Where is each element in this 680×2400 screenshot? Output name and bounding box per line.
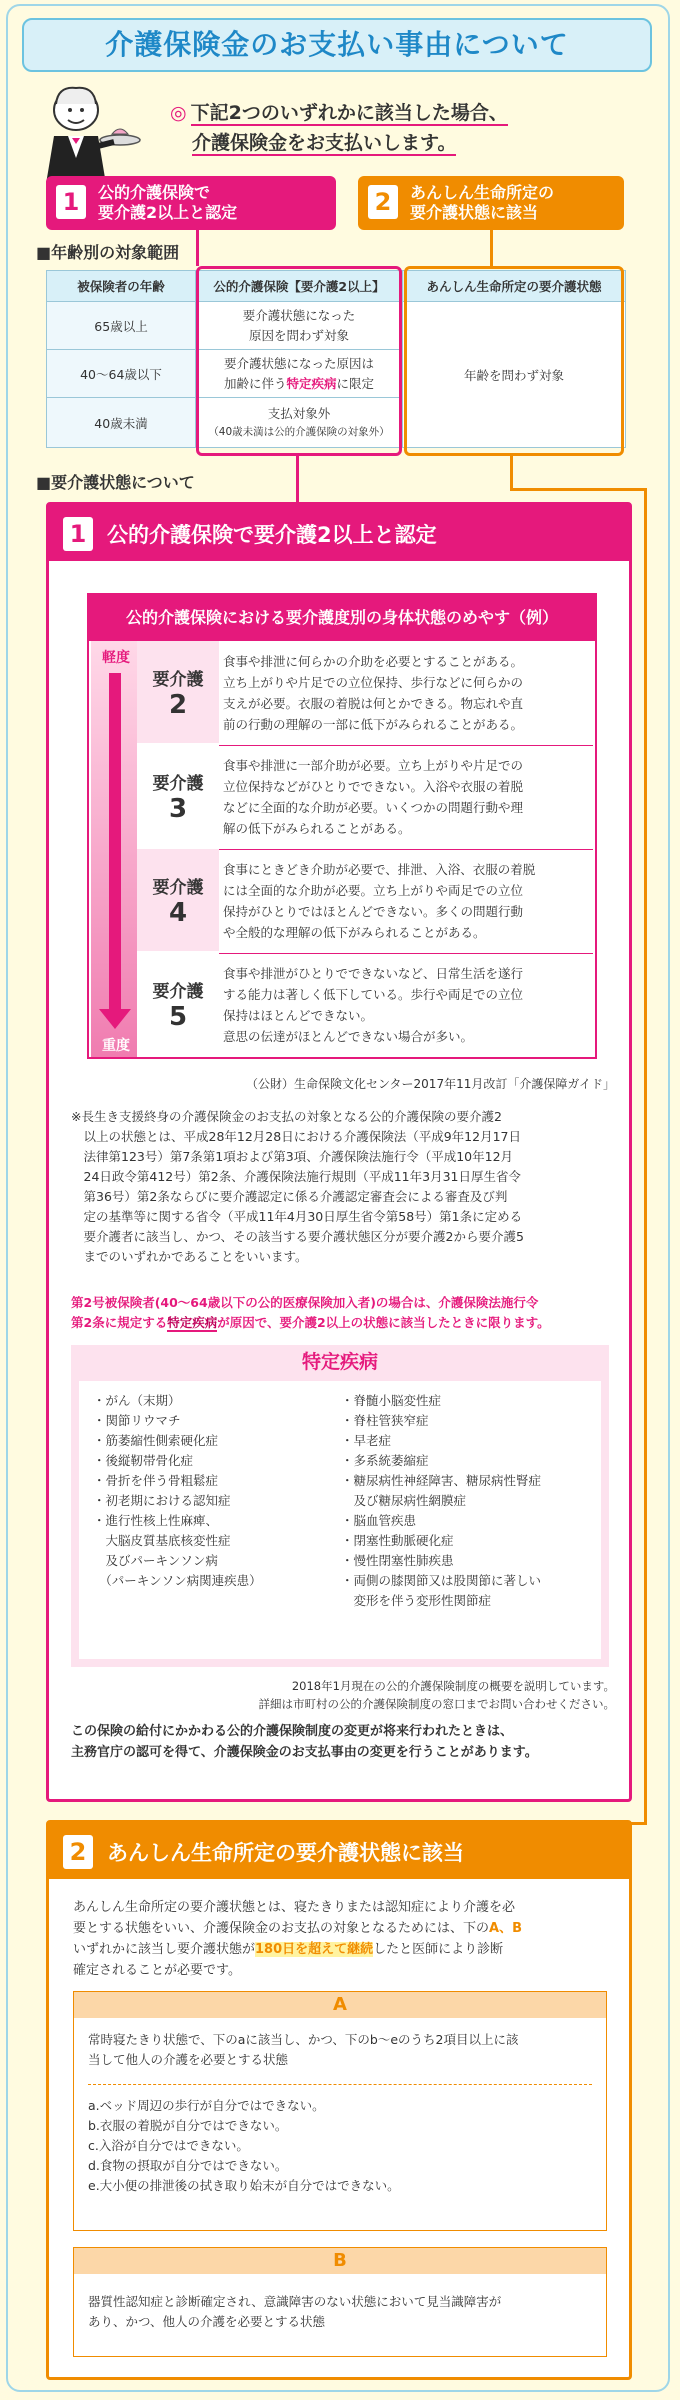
anshin-cell: 年齢を問わず対象: [403, 302, 626, 448]
desc-line: 意思の伝達がほとんどできない場合が多い。: [223, 1029, 474, 1044]
age-table: [46, 270, 626, 448]
care-level-label: 要介護: [152, 774, 204, 794]
table-row: [47, 302, 626, 350]
list-item: a.ベッド周辺の歩行が自分ではできない。: [88, 2098, 325, 2113]
condition-a-label: A: [74, 1992, 606, 2018]
age-table-header: [47, 271, 626, 302]
condition-a-box: [73, 1991, 607, 2231]
desc-text: 要とする状態をいい、介護保険金のお支払の対象となるためには、下の: [73, 1921, 490, 1936]
care-level-number: 3: [168, 794, 188, 824]
desc-line: 器質性認知症と診断確定され、意識障害のない状態において見当識障害が: [88, 2294, 502, 2309]
care-level-box-title: 公的介護保険における要介護度別の身体状態のめやす（例）: [89, 595, 595, 641]
intro-line-2: 介護保険金をお支払いします。: [192, 132, 457, 154]
desc-text: したと医師により診断: [373, 1942, 504, 1957]
condition-1-box: [46, 176, 336, 230]
connector-line-orange: [490, 230, 493, 266]
system-info-note: [49, 1677, 615, 1713]
specified-disease-highlight: 特定疾病: [286, 375, 337, 391]
list-item: 大脳皮質基底核変性症: [93, 1533, 231, 1548]
desc-line: 立位保持などがひとりでできない。入浴や衣服の着脱: [223, 779, 524, 794]
desc-line: する能力は著しく低下している。歩行や両足での立位: [223, 987, 524, 1002]
connector-line-pink: [296, 456, 299, 502]
public-cell-line: 要介護状態になった: [242, 307, 356, 323]
condition-2-box: [358, 176, 624, 230]
desc-line: 立ち上がりや片足での立位保持、歩行などに何らかの: [223, 675, 524, 690]
desc-line: あり、かつ、他人の介護を必要とする状態: [88, 2314, 326, 2329]
public-cell-line: 要介護状態になった原因は: [223, 355, 374, 371]
list-item: ・筋萎縮性側索硬化症: [93, 1433, 219, 1448]
note-line: 第36号）第2条ならびに要介護認定に係る介護認定審査会による審査及び判: [71, 1189, 508, 1204]
desc-line: あんしん生命所定の要介護状態とは、寝たきりまたは認知症により介護を必: [73, 1900, 516, 1915]
note-line: 2018年1月現在の公的介護保険制度の概要を説明しています。: [291, 1679, 615, 1693]
ab-highlight: A、B: [489, 1921, 522, 1936]
severity-gradient: [91, 641, 137, 1057]
second-insured-note: [71, 1293, 611, 1333]
section-1-header: [49, 505, 629, 561]
care-level-5-desc: [223, 963, 589, 1047]
list-item: 及び糖尿病性網膜症: [341, 1493, 467, 1508]
list-item: ・初老期における認知症: [93, 1493, 231, 1508]
list-item: ・多系統萎縮症: [341, 1453, 429, 1468]
connector-line-orange: [630, 1822, 647, 1825]
connector-line-orange: [510, 456, 513, 490]
condition-2-line-1: あんしん生命所定の: [410, 183, 555, 202]
public-cell-line: （40歳未満は公的介護保険の対象外）: [208, 425, 390, 438]
desc-line: 食事にときどき介助が必要で、排泄、入浴、衣服の着脱: [223, 862, 536, 877]
connector-line-orange: [644, 488, 647, 1824]
condition-b-text: [88, 2292, 592, 2332]
age-header-age: 被保険者の年齢: [47, 271, 196, 302]
severity-arrow-icon: [109, 673, 121, 1013]
section-2-number: 2: [63, 1835, 93, 1869]
note-line: 法律第123号）第7条第1項および第3項、介護保険法施行令（平成10年12月: [71, 1149, 514, 1164]
condition-2-line-2: 要介護状態に該当: [410, 203, 539, 222]
care-level-3: [137, 745, 219, 849]
list-item: ・脊柱管狭窄症: [341, 1413, 429, 1428]
page-title: 介護保険金のお支払い事由について: [22, 18, 652, 72]
section-2-anshin-care: [46, 1820, 632, 2380]
list-item: 変形を伴う変形性関節症: [341, 1593, 492, 1608]
specified-diseases-list: [79, 1381, 601, 1659]
connector-line-pink: [196, 230, 199, 266]
desc-line: 食事や排泄に何らかの介助を必要とすることがある。: [223, 654, 524, 669]
note-text: 第2条に規定する: [71, 1315, 168, 1330]
list-item: b.衣服の着脱が自分ではできない。: [88, 2118, 288, 2133]
list-item: ・早老症: [341, 1433, 392, 1448]
care-level-4: [137, 849, 219, 953]
list-item: ・糖尿病性神経障害、糖尿病性腎症: [341, 1473, 542, 1488]
care-level-2: [137, 641, 219, 745]
source-citation: （公財）生命保険文化センター2017年11月改訂「介護保障ガイド」: [246, 1077, 615, 1091]
condition-a-lead: [88, 2030, 592, 2070]
change-notice: [71, 1721, 611, 1763]
care-level-label: 要介護: [152, 878, 204, 898]
note-line: 第2号被保険者(40〜64歳以下の公的医療保険加入者)の場合は、介護保険法施行令: [71, 1295, 539, 1310]
note-text: が原因で、要介護2以上の状態に該当したときに限ります。: [217, 1315, 550, 1330]
list-item: ・脳血管疾患: [341, 1513, 417, 1528]
mascot-butler-illustration: [28, 80, 148, 190]
specified-diseases-box: [71, 1345, 609, 1667]
age-section-label: ■年齢別の対象範囲: [36, 243, 180, 262]
duration-highlight: 180日を超えて継続: [255, 1942, 374, 1957]
public-cell: [196, 398, 403, 448]
public-cell-text: に限定: [336, 375, 375, 391]
connector-line-orange: [510, 488, 646, 491]
note-line: 詳細は市町村の公的介護保険制度の窓口までお問い合わせください。: [258, 1697, 615, 1711]
care-level-number: 4: [168, 898, 188, 928]
desc-text: いずれかに該当し要介護状態が: [73, 1942, 256, 1957]
care-section-label: ■要介護状態について: [36, 473, 195, 492]
list-item: ・後縦靭帯骨化症: [93, 1453, 194, 1468]
severity-heavy-label: 重度: [102, 1038, 130, 1054]
condition-b-label: B: [74, 2248, 606, 2274]
section-1-public-insurance: [46, 502, 632, 1802]
condition-1-line-2: 要介護2以上と認定: [98, 203, 238, 222]
list-item: ・閉塞性動脈硬化症: [341, 1533, 454, 1548]
desc-line: 確定されることが必要です。: [73, 1963, 241, 1978]
intro-line-1: 下記2つのいずれかに該当した場合、: [190, 102, 508, 124]
diseases-left-column: [93, 1391, 262, 1591]
public-cell-line: 原因を問わず対象: [248, 327, 349, 343]
desc-line: 保持はほとんどできない。: [223, 1008, 374, 1023]
desc-line: 前の行動の理解の一部に低下がみられることがある。: [223, 717, 524, 732]
care-level-5: [137, 953, 219, 1057]
desc-line: には全面的な介助が必要。立ち上がりや両足での立位: [223, 883, 524, 898]
age-cell: 40〜64歳以下: [47, 350, 196, 398]
list-item: ・がん（末期）: [93, 1393, 181, 1408]
desc-line: 食事や排泄に一部介助が必要。立ち上がりや片足での: [223, 758, 524, 773]
condition-2-number: 2: [368, 185, 398, 219]
care-level-box: [87, 593, 597, 1059]
desc-line: 常時寝たきり状態で、下のaに該当し、かつ、下のb〜eのうち2項目以上に該: [88, 2032, 519, 2047]
section-1-number: 1: [63, 517, 93, 551]
care-level-4-desc: [223, 859, 589, 943]
care-level-number: 2: [168, 690, 188, 720]
intro-text: [170, 98, 508, 158]
age-cell: 65歳以上: [47, 302, 196, 350]
dotted-divider: [88, 2084, 592, 2085]
list-item: e.大小便の排泄後の拭き取り始末が自分ではできない。: [88, 2178, 400, 2193]
note-line: までのいずれかであることをいいます。: [71, 1249, 308, 1264]
condition-1-line-1: 公的介護保険で: [98, 183, 211, 202]
desc-line: 保持がひとりではほとんどできない。多くの問題行動: [223, 904, 524, 919]
note-line: 24日政令第412号）第2条、介護保険法施行規則（平成11年3月31日厚生省令: [71, 1169, 521, 1184]
severity-light-label: 軽度: [102, 650, 130, 666]
section-2-description: [73, 1897, 613, 1981]
note-line: 以上の状態とは、平成28年12月28日における介護保険法（平成9年12月17日: [71, 1129, 521, 1144]
list-item: c.入浴が自分ではできない。: [88, 2138, 249, 2153]
section-2-title: あんしん生命所定の要介護状態に該当: [107, 1841, 464, 1865]
desc-line: 当して他人の介護を必要とする状態: [88, 2052, 289, 2067]
condition-a-items: [88, 2096, 592, 2196]
circle-mark-icon: ◎: [170, 102, 187, 124]
severity-arrow-head-icon: [99, 1009, 131, 1029]
list-item: （パーキンソン病関連疾患）: [93, 1573, 262, 1588]
age-header-anshin: あんしん生命所定の要介護状態: [403, 271, 626, 302]
list-item: ・慢性閉塞性肺疾患: [341, 1553, 454, 1568]
public-cell-line: 支払対象外: [267, 405, 331, 421]
list-item: ・関節リウマチ: [93, 1413, 181, 1428]
care-level-number: 5: [168, 1002, 188, 1032]
section-1-title: 公的介護保険で要介護2以上と認定: [107, 523, 437, 547]
specified-diseases-title: 特定疾病: [301, 1351, 378, 1373]
note-line: ※長生き支援終身の介護保険金のお支払の対象となる公的介護保険の要介護2: [71, 1109, 502, 1124]
section-2-header: [49, 1823, 629, 1879]
list-item: ・骨折を伴う骨粗鬆症: [93, 1473, 219, 1488]
desc-line: 解の低下がみられることがある。: [223, 821, 411, 836]
public-cell: [196, 302, 403, 350]
care-level-label: 要介護: [152, 670, 204, 690]
care-level-label: 要介護: [152, 982, 204, 1002]
list-item: 及びパーキンソン病: [93, 1553, 218, 1568]
note-line: 主務官庁の認可を得て、介護保険金のお支払事由の変更を行うことがあります。: [71, 1745, 538, 1760]
note-line: この保険の給付にかかわる公的介護保険制度の変更が将来行われたときは、: [71, 1724, 514, 1739]
list-item: ・両側の膝関節又は股関節に著しい: [341, 1573, 542, 1588]
care-level-3-desc: [223, 755, 589, 839]
legal-note: [71, 1107, 611, 1267]
public-cell: [196, 350, 403, 398]
care-level-2-desc: [223, 651, 589, 735]
public-cell-text: 加齢に伴う: [223, 375, 287, 391]
specified-disease-highlight: 特定疾病: [167, 1315, 218, 1330]
list-item: ・脊髄小脳変性症: [341, 1393, 442, 1408]
desc-line: などに全面的な介助が必要。いくつかの問題行動や理: [223, 800, 524, 815]
desc-line: 支えが必要。衣服の着脱は何とかできる。物忘れや直: [223, 696, 524, 711]
note-line: 要介護者に該当し、かつ、その該当する要介護状態区分が要介護2から要介護5: [71, 1229, 524, 1244]
note-line: 定の基準等に関する省令（平成11年4月30日厚生省令第58号）第1条に定める: [71, 1209, 523, 1224]
list-item: d.食物の摂取が自分ではできない。: [88, 2158, 288, 2173]
list-item: ・進行性核上性麻痺、: [93, 1513, 219, 1528]
public-cell-line: [196, 374, 402, 394]
condition-b-box: [73, 2247, 607, 2357]
age-header-public: 公的介護保険【要介護2以上】: [196, 271, 403, 302]
desc-line: や全般的な理解の低下がみられることがある。: [223, 925, 486, 940]
diseases-right-column: [341, 1391, 541, 1611]
age-cell: 40歳未満: [47, 398, 196, 448]
desc-line: 食事や排泄がひとりでできないなど、日常生活を遂行: [223, 966, 524, 981]
condition-1-number: 1: [56, 185, 86, 219]
